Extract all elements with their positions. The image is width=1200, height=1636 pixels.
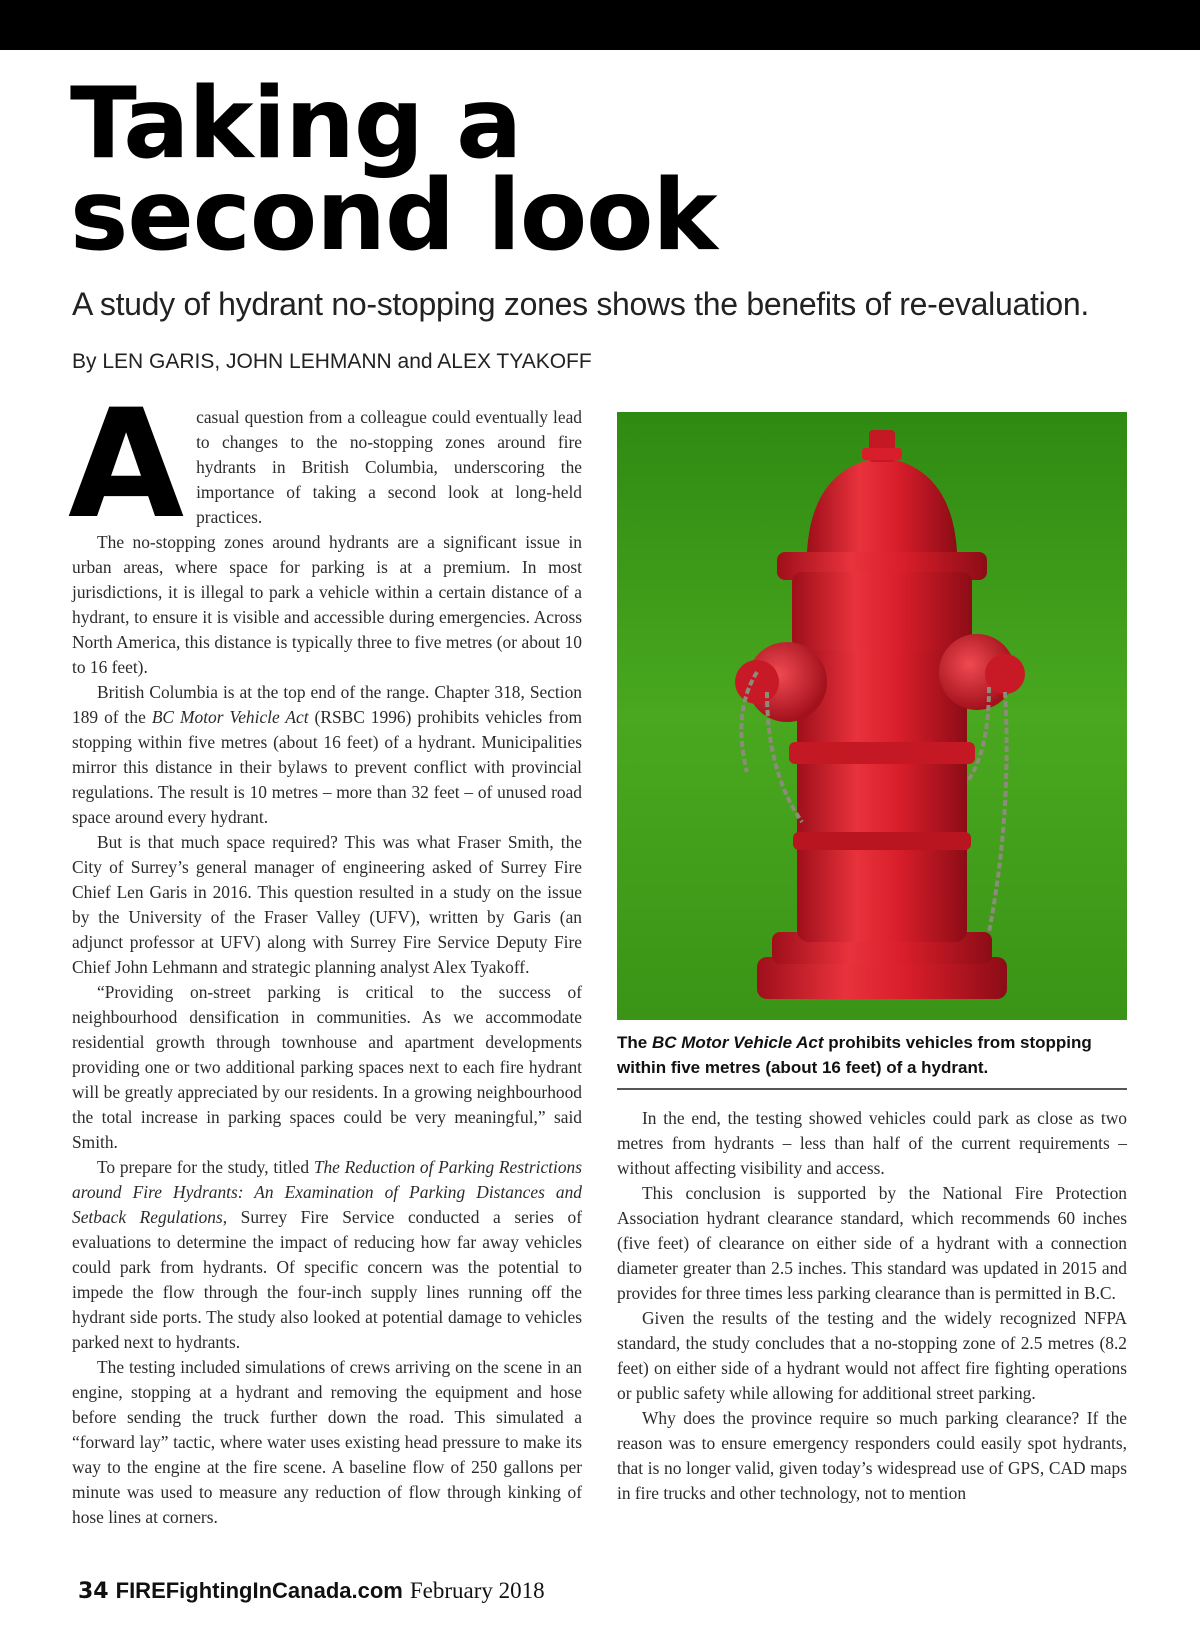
right-column [617, 1106, 1127, 1506]
paragraph-4: But is that much space required? This was what Fraser Smith, the City of Surrey’s general manager of engineering asked of Surrey Fire Chief Len Garis in 2016. This question resulted in a study on the issue by the University of the Fraser Valley (UFV), written by Garis (an adjunct professor at UFV) along with Surrey Fire Service Deputy Fire Chief John Lehmann and strategic planning analyst Alex Tyakoff. [72, 832, 582, 977]
drop-cap: A [68, 378, 185, 552]
paragraph-1: casual question from a colleague could eventually lead to changes to the no-stopping zones around fire hydrants in British Columbia, underscoring the importance of taking a second look at long-held practices. [196, 407, 582, 527]
title-line-1: Taking a [70, 67, 522, 181]
act-title-italic: BC Motor Vehicle Act [151, 707, 309, 727]
caption-divider [617, 1088, 1127, 1090]
paragraph-10: Given the results of the testing and the widely recognized NFPA standard, the study concludes that a no-stopping zone of 2.5 metres (8.2 feet) on either side of a hydrant would not affect fire fighting operations or public safety while allowing for additional street parking. [617, 1308, 1127, 1403]
caption-text-b: prohibits vehicles from stopping within five metres (about 16 feet) of a hydrant. [617, 1033, 1092, 1077]
paragraph-9: This conclusion is supported by the National Fire Protection Association hydrant clearance standard, which recommends 60 inches (five feet) of clearance on either side of a hydrant with a connection diameter greater than 2.5 inches. This standard was updated in 2015 and provides for three times less parking clearance than is permitted in B.C. [617, 1183, 1127, 1303]
hydrant-photo [617, 412, 1127, 1020]
issue-date: February 2018 [409, 1578, 545, 1603]
study-title-italic: The Reduction of Parking Restrictions around Fire Hydrants: An Examination of Parking Distances and Setback Regulations [72, 1157, 582, 1227]
paragraph-6-text-a: To prepare for the study, titled [97, 1157, 314, 1177]
publication-site: FIREFightingInCanada.com [115, 1578, 403, 1603]
paragraph-3 [72, 680, 582, 830]
paragraph-2: The no-stopping zones around hydrants are a significant issue in urban areas, where space for parking is at a premium. In most jurisdictions, it is illegal to park a vehicle within a certain distance of a hydrant, to ensure it is visible and accessible during emergencies. Across North America, this distance is typically three to five metres (or about 10 to 16 feet). [72, 532, 582, 677]
paragraph-11: Why does the province require so much parking clearance? If the reason was to ensure emergency responders could easily spot hydrants, that is no longer valid, given today’s widespread use of GPS, CAD maps in fire trucks and other technology, not to mention [617, 1408, 1127, 1503]
article-subtitle: A study of hydrant no-stopping zones shows the benefits of re-evaluation. [72, 286, 1089, 322]
caption-text-a: The [617, 1033, 652, 1052]
title-line-2: second look [70, 159, 717, 273]
left-column [68, 378, 582, 1530]
paragraph-6-text-b: , Surrey Fire Service conducted a series of evaluations to determine the impact of reducing how far away vehicles could park from hydrants. Of specific concern was the potential to impede the flow through the four-inch supply lines running off the hydrant side ports. The study also looked at potential damage to vehicles parked next to hydrants. [72, 1207, 582, 1352]
paragraph-5: “Providing on-street parking is critical to the success of neighbourhood densification in communities. As we accommodate residential growth through townhouse and apartment developments providing one or two additional parking spaces next to each fire hydrant will be greatly appreciated by our residents. In a growing neighbourhood the total increase in parking spaces could be very meaningful,” said Smith. [72, 982, 582, 1152]
article-byline: By LEN GARIS, JOHN LEHMANN and ALEX TYAKOFF [72, 350, 592, 373]
page-number: 34 [78, 1579, 109, 1604]
photo-caption [617, 1030, 1127, 1080]
paragraph-8: In the end, the testing showed vehicles could park as close as two metres from hydrants – less than half of the current requirements – without affecting visibility and access. [617, 1108, 1127, 1178]
paragraph-6 [72, 1155, 582, 1355]
paragraph-3-text-a: British Columbia is at the top end of the range. Chapter 318, Section 189 of the [72, 682, 582, 727]
article-title [70, 67, 717, 273]
paragraph-7: The testing included simulations of crews arriving on the scene in an engine, stopping at a hydrant and removing the equipment and hose before sending the truck further down the road. This simulated a “forward lay” tactic, where water uses existing head pressure to make its way to the engine at the fire scene. A baseline flow of 250 gallons per minute was used to measure any reduction of flow through kinking of hose lines at corners. [72, 1357, 582, 1527]
page-footer [78, 1578, 545, 1604]
paragraph-3-text-b: (RSBC 1996) prohibits vehicles from stopping within five metres (about 16 feet) of a hydrant. Municipalities mirror this distance in their bylaws to prevent conflict with provincial regulations. The result is 10 metres – more than 32 feet – of unused road space around every hydrant. [72, 707, 582, 827]
top-black-bar [0, 0, 1200, 50]
caption-act-italic: BC Motor Vehicle Act [651, 1033, 824, 1052]
